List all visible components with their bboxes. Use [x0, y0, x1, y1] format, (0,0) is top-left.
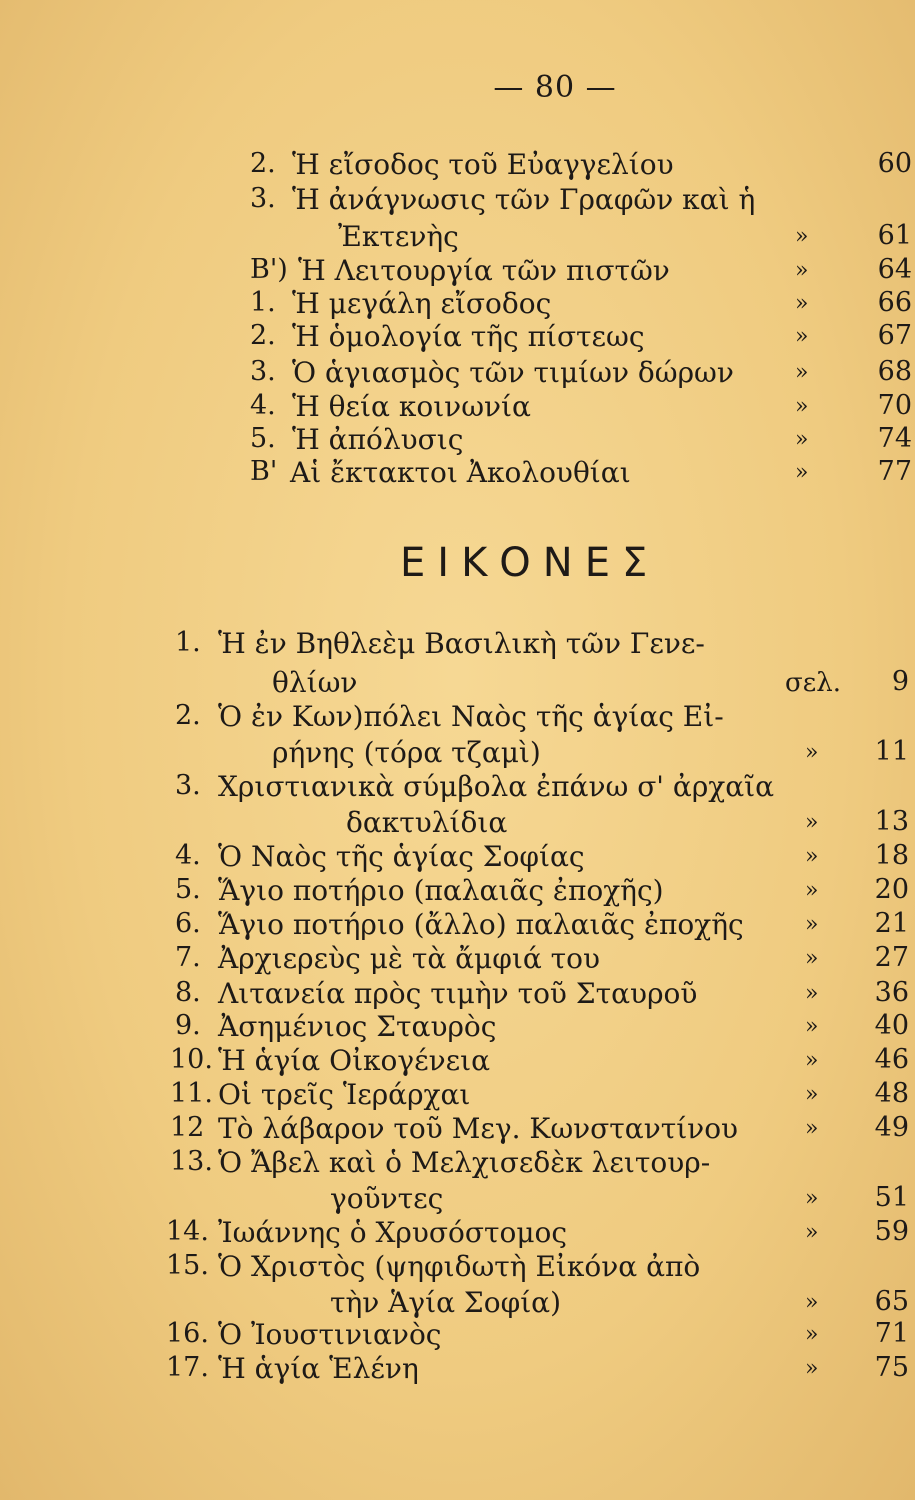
entry-title: Ἡ ἁγία Ἑλένη	[218, 1352, 419, 1385]
entry-title: Οἱ τρεῖς Ἱεράρχαι	[218, 1078, 471, 1111]
entry-page: 67	[877, 320, 912, 351]
entry-title: Ἡ Λειτουργία τῶν πιστῶν	[298, 254, 670, 287]
entry-title: Ὁ Χριστὸς (ψηφιδωτὴ Εἰκόνα ἀπὸ	[218, 1250, 701, 1283]
entry-page: 66	[877, 287, 912, 318]
ditto-mark: »	[795, 224, 809, 249]
entry-title: Ὁ ἁγιασμὸς τῶν τιμίων δώρων	[292, 356, 734, 389]
entry-title: Ἡ μεγάλη εἴσοδος	[292, 287, 552, 320]
entry-page: 71	[874, 1318, 909, 1349]
entry-title: Χριστιανικὰ σύμβολα ἐπάνω σ' ἀρχαῖα	[218, 770, 775, 803]
ditto-mark: σελ.	[785, 668, 841, 698]
ditto-mark: »	[805, 946, 819, 971]
entry-number: 3.	[250, 356, 276, 387]
entry-title: τὴν Ἁγία Σοφία)	[330, 1286, 561, 1319]
ditto-mark: »	[805, 912, 819, 937]
ditto-mark: »	[805, 981, 819, 1006]
entry-number: 2.	[250, 148, 276, 179]
ditto-mark: »	[805, 1356, 819, 1381]
toc-entry	[0, 254, 915, 290]
toc-entry	[0, 666, 915, 702]
ditto-mark: »	[795, 394, 809, 419]
toc-entry	[0, 356, 915, 392]
entry-number: 7.	[175, 942, 201, 973]
toc-entry	[0, 1112, 915, 1148]
ditto-mark: »	[795, 291, 809, 316]
entry-title: Ὁ Ναὸς τῆς ἁγίας Σοφίας	[218, 840, 585, 873]
entry-page: 64	[877, 254, 912, 285]
entry-page: 60	[877, 148, 912, 179]
entry-page: 61	[877, 220, 912, 251]
ditto-mark: »	[795, 258, 809, 283]
entry-title: Ὁ Ἄβελ καὶ ὁ Μελχισεδὲκ λειτουρ-	[218, 1146, 711, 1179]
entry-number: 4.	[250, 390, 276, 421]
toc-entry	[0, 148, 915, 184]
toc-entry	[0, 736, 915, 772]
entry-page: 70	[877, 390, 912, 421]
entry-title: δακτυλίδια	[346, 806, 508, 839]
entry-number: 1.	[250, 287, 276, 318]
entry-number: 3.	[250, 183, 276, 214]
toc-entry	[0, 908, 915, 944]
toc-entry	[0, 1010, 915, 1046]
entry-number: 2.	[250, 320, 276, 351]
entry-number: 10.	[170, 1044, 213, 1075]
toc-entry	[0, 840, 915, 876]
entry-page: 9	[891, 666, 909, 697]
ditto-mark: »	[805, 1322, 819, 1347]
ditto-mark: »	[805, 1116, 819, 1141]
entry-number: 11.	[170, 1078, 213, 1109]
entry-title: Ἅγιο ποτήριο (ἄλλο) παλαιᾶς ἐποχῆς	[218, 908, 744, 941]
entry-page: 59	[874, 1216, 909, 1247]
ditto-mark: »	[805, 1014, 819, 1039]
entry-title: Ἡ ἀνάγνωσις τῶν Γραφῶν καὶ ἡ	[292, 183, 756, 216]
entry-number: 13.	[170, 1146, 213, 1177]
entry-number: 2.	[175, 700, 201, 731]
entry-title: Ἡ εἴσοδος τοῦ Εὐαγγελίου	[292, 148, 674, 181]
entry-title: Ἡ ὁμολογία τῆς πίστεως	[292, 320, 645, 353]
toc-entry	[0, 806, 915, 842]
toc-entry	[0, 627, 915, 663]
entry-title: Τὸ λάβαρον τοῦ Μεγ. Κωνσταντίνου	[218, 1112, 739, 1145]
ditto-mark: »	[805, 1186, 819, 1211]
entry-number: 12	[170, 1112, 205, 1143]
entry-page: 11	[874, 736, 909, 767]
entry-page: 13	[874, 806, 909, 837]
entry-title: Ἡ θεία κοινωνία	[292, 390, 531, 423]
section-heading: ΕΙΚΟΝΕΣ	[400, 540, 660, 586]
toc-entry	[0, 1146, 915, 1182]
toc-entry	[0, 1318, 915, 1354]
entry-number: 5.	[250, 423, 276, 454]
toc-entry	[0, 320, 915, 356]
entry-page: 51	[874, 1182, 909, 1213]
ditto-mark: »	[805, 1220, 819, 1245]
toc-entry	[0, 1352, 915, 1388]
toc-entry	[0, 977, 915, 1013]
entry-title: Ἡ ἀπόλυσις	[292, 423, 464, 456]
entry-number: 15.	[166, 1250, 209, 1281]
entry-number: 16.	[166, 1318, 209, 1349]
entry-title: Ἀσημένιος Σταυρὸς	[218, 1010, 497, 1043]
toc-entry	[0, 942, 915, 978]
entry-title: γοῦντες	[330, 1182, 444, 1215]
ditto-mark: »	[805, 844, 819, 869]
entry-title: Ἡ ἐν Βηθλεὲμ Βασιλικὴ τῶν Γενε-	[218, 627, 705, 660]
entry-number: 1.	[175, 627, 201, 658]
toc-entry	[0, 874, 915, 910]
ditto-mark: »	[805, 1082, 819, 1107]
entry-page: 18	[874, 840, 909, 871]
entry-title: Ἐκτενὴς	[338, 220, 459, 253]
entry-number: 14.	[166, 1216, 209, 1247]
ditto-mark: »	[805, 740, 819, 765]
entry-number: 9.	[175, 1010, 201, 1041]
page-number: — 80 —	[493, 70, 617, 105]
ditto-mark: »	[795, 460, 809, 485]
toc-entry	[0, 1044, 915, 1080]
entry-number: Β'	[250, 456, 278, 487]
entry-page: 20	[874, 874, 909, 905]
ditto-mark: »	[805, 1290, 819, 1315]
ditto-mark: »	[805, 878, 819, 903]
toc-entry	[0, 700, 915, 736]
entry-page: 75	[874, 1352, 909, 1383]
ditto-mark: »	[805, 810, 819, 835]
entry-page: 36	[874, 977, 909, 1008]
ditto-mark: »	[805, 1048, 819, 1073]
toc-entry	[0, 423, 915, 459]
toc-entry	[0, 220, 915, 256]
entry-number: 3.	[175, 770, 201, 801]
entry-page: 27	[874, 942, 909, 973]
entry-title: Ἰωάννης ὁ Χρυσόστομος	[218, 1216, 568, 1249]
entry-number: 4.	[175, 840, 201, 871]
entry-page: 77	[877, 456, 912, 487]
toc-entry	[0, 1250, 915, 1286]
entry-page: 65	[874, 1286, 909, 1317]
entry-page: 74	[877, 423, 912, 454]
entry-title: θλίων	[272, 666, 358, 699]
toc-entry	[0, 456, 915, 492]
entry-number: 6.	[175, 908, 201, 939]
entry-title: ρήνης (τόρα τζαμὶ)	[272, 736, 541, 769]
entry-page: 68	[877, 356, 912, 387]
entry-title: Ἀρχιερεὺς μὲ τὰ ἄμφιά του	[218, 942, 600, 975]
entry-title: Λιτανεία πρὸς τιμὴν τοῦ Σταυροῦ	[218, 977, 698, 1010]
entry-title: Ὁ Ἰουστινιανὸς	[218, 1318, 442, 1351]
entry-title: Ὁ ἐν Κων)πόλει Ναὸς τῆς ἁγίας Εἰ-	[218, 700, 724, 733]
toc-entry	[0, 1182, 915, 1218]
ditto-mark: »	[795, 360, 809, 385]
entry-page: 40	[874, 1010, 909, 1041]
toc-entry	[0, 183, 915, 219]
entry-page: 48	[874, 1078, 909, 1109]
toc-entry	[0, 770, 915, 806]
entry-title: Αἱ ἔκτακτοι Ἀκολουθίαι	[290, 456, 631, 489]
entry-number: Β')	[250, 254, 288, 285]
entry-number: 17.	[166, 1352, 209, 1383]
toc-entry	[0, 1078, 915, 1114]
entry-number: 5.	[175, 874, 201, 905]
entry-page: 49	[874, 1112, 909, 1143]
entry-number: 8.	[175, 977, 201, 1008]
toc-entry	[0, 287, 915, 323]
entry-title: Ἅγιο ποτήριο (παλαιᾶς ἐποχῆς)	[218, 874, 664, 907]
toc-entry	[0, 390, 915, 426]
ditto-mark: »	[795, 324, 809, 349]
toc-entry	[0, 1216, 915, 1252]
entry-page: 46	[874, 1044, 909, 1075]
entry-page: 21	[874, 908, 909, 939]
toc-entry	[0, 1286, 915, 1322]
ditto-mark: »	[795, 427, 809, 452]
entry-title: Ἡ ἁγία Οἰκογένεια	[218, 1044, 491, 1077]
